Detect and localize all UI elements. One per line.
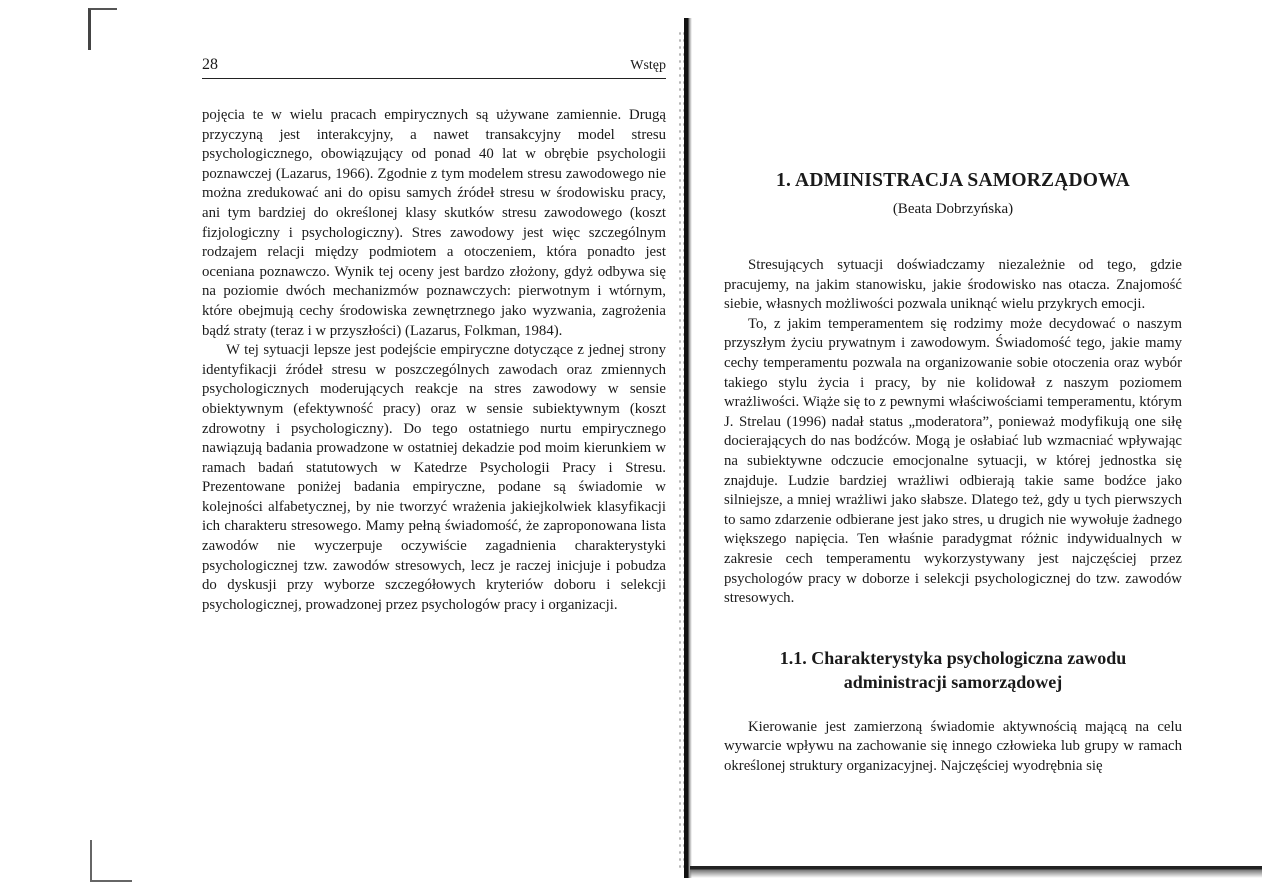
left-page xyxy=(202,56,666,615)
section-title xyxy=(724,646,1182,694)
paragraph: W tej sytuacji lepsze jest podejście empiryczne dotyczące z jednej strony identyfikacji źródeł stresu w poszczególnych zawodach oraz zmiennych psychologicznych moderujących reakcje na stres zawodowy w sensie obiektywnym (efektywność pracy) oraz w sensie subiektywnym (koszt zdrowotny i psychologiczny). Do tego ostatniego nurtu empirycznego nawiązują badania prowadzone w ostatniej dekadzie pod moim kierunkiem w ramach badań statutowych w Katedrze Psychologii Pracy i Stresu. Prezentowane poniżej badania empiryczne, podane są świadomie w kolejności alfabetycznej, by nie tworzyć wrażenia jakiejkolwiek klasyfikacji ich charakteru stresowego. Mamy pełną świadomość, że zaproponowana lista zawodów nie wyczerpuje oczywiście zagadnienia charakterystyki psychologicznej tzw. zawodów stresowych, lecz je raczej inicjuje i pobudza do dyskusji przy wyborze szczegółowych kryteriów doboru i selekcji psychologicznej, prowadzonej przez psychologów pracy i organizacji. xyxy=(202,342,666,613)
scan-edge-artifact xyxy=(90,840,132,882)
section-body xyxy=(724,718,1182,777)
running-header xyxy=(202,56,666,79)
section-title-line: administracji samorządowej xyxy=(843,671,1063,692)
book-spine xyxy=(684,18,692,878)
running-title: Wstęp xyxy=(630,58,666,73)
chapter-title: 1. ADMINISTRACJA SAMORZĄDOWA xyxy=(776,170,1130,191)
page-number: 28 xyxy=(202,56,218,73)
paragraph: pojęcia te w wielu pracach empirycznych są używane zamiennie. Drugą przyczyną jest interakcyjny, a nawet transakcyjny model stresu psychologicznego, obowiązujący od ponad 40 lat w obrębie psychologii poznawczej (Lazarus, 1966). Zgodnie z tym modelem stresu zawodowego nie można zredukować ani do opisu samych źródeł stresu w środowisku pracy, ani tym bardziej do określonej klasy skutków stresu zawodowego (koszt fizjologiczny i psychologiczny). Stres zawodowy jest więc szczególnym rodzajem relacji między podmiotem a otoczeniem, która ponadto jest oceniana poznawczo. Wynik tej oceny jest bardzo złożony, gdyż odbywa się na poziomie dwóch mechanizmów poznawczych: pierwotnym i wtórnym, które obejmują cechy środowiska zewnętrznego jako wyzwania, zagrożenia bądź straty (teraz i w przyszłości) (Lazarus, Folkman, 1984). xyxy=(202,107,666,339)
scan-edge-artifact xyxy=(88,8,117,50)
scan-bottom-edge xyxy=(690,866,1262,880)
paragraph: To, z jakim temperamentem się rodzimy może decydować o naszym przyszłym życiu prywatnym i zawodowym. Świadomość tego, jakie mamy cechy temperamentu pozwala na organizowanie sobie otoczenia oraz wybór takiego stylu życia i pracy, by nie kolidował z naszym poziomem wrażliwości. Wiąże się to z pewnymi właściwościami temperamentu, którym J. Strelau (1996) nadał status „moderatora”, ponieważ modyfikują one siłę docierających do nas bodźców. Mogą je osłabiać lub wzmacniać wpływając na subiektywne odczucie emocjonalne sytuacji, w której jednostka się znajduje. Ludzie bardziej wrażliwi odbierają takie same bodźce jako silniejsze, a mniej wrażliwi jako słabsze. Dlatego też, gdy u tych pierwszych to samo zdarzenie odbierane jest jako stres, u drugich nie wywołuje żadnego większego napięcia. Ten właśnie paradygmat różnic indywidualnych w zakresie cech temperamentu wykorzystywany jest najczęściej przez psychologów pracy w doborze i selekcji psychologicznej do tzw. zawodów stresowych. xyxy=(724,315,1182,607)
chapter-author: (Beata Dobrzyńska) xyxy=(892,201,1014,217)
right-page xyxy=(724,170,1182,776)
chapter-intro xyxy=(724,256,1182,609)
paragraph: Kierowanie jest zamierzoną świadomie aktywnością mającą na celu wywarcie wpływu na zachowanie się innego człowieka lub grupy w ramach określonej struktury organizacyjnej. Najczęściej wyodrębnia się xyxy=(724,718,1182,774)
paragraph: Stresujących sytuacji doświadczamy niezależnie od tego, gdzie pracujemy, na jakim stanowisku, jakie środowisko nas otacza. Znajomość siebie, własnych możliwości pozwala uniknąć wielu przykrych emocji. xyxy=(724,257,1182,313)
section-title-line: 1.1. Charakterystyka psychologiczna zawodu xyxy=(779,647,1127,668)
left-page-body xyxy=(202,106,666,615)
